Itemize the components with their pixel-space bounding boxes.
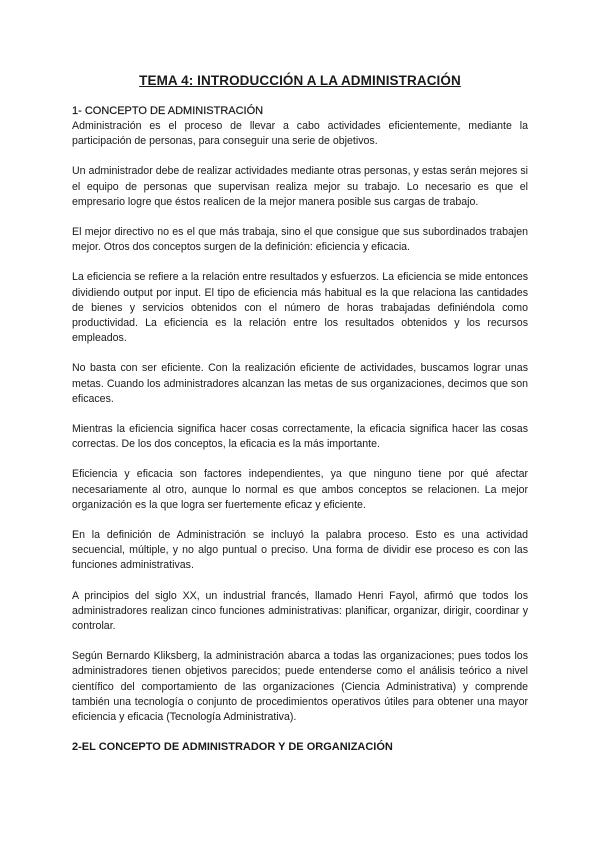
document-page bbox=[72, 72, 528, 755]
paragraph-3: El mejor directivo no es el que más trabaja, sino el que consigue que sus subordinados trabajen mejor. Otros dos conceptos surgen de la definición: eficiencia y eficacia. bbox=[72, 226, 528, 254]
paragraph-1: Administración es el proceso de llevar a cabo actividades eficientemente, mediante la participación de personas, para conseguir una serie de objetivos. bbox=[72, 120, 528, 148]
page-title: TEMA 4: INTRODUCCIÓN A LA ADMINISTRACIÓN bbox=[139, 73, 461, 88]
paragraph-6: Mientras la eficiencia significa hacer cosas correctamente, la eficacia significa hacer las cosas correctas. De los dos conceptos, la eficacia es la más importante. bbox=[72, 423, 528, 451]
paragraph-10: Según Bernardo Kliksberg, la administración abarca a todas las organizaciones; pues todos los administradores tienen objetivos parecidos; puede entenderse como el análisis teórico a nivel científico del comportamiento de las organizaciones (Ciencia Administrativa) y comprende también una tecnología o conjunto de procedimientos operativos útiles para obtener una mayor eficiencia y eficacia (Tecnología Administrativa). bbox=[72, 650, 528, 724]
paragraph-5: No basta con ser eficiente. Con la realización eficiente de actividades, buscamos lograr unas metas. Cuando los administradores alcanzan las metas de sus organizaciones, decimos que son eficaces. bbox=[72, 362, 528, 405]
paragraph-2: Un administrador debe de realizar actividades mediante otras personas, y estas serán mejores si el equipo de personas que supervisan realiza mejor su trabajo. Lo necesario es que el empresario logre que éstos realicen de la mejor manera posible sus cargas de trabajo. bbox=[72, 165, 528, 208]
paragraph-8: En la definición de Administración se incluyó la palabra proceso. Esto es una actividad secuencial, múltiple, y no algo puntual o preciso. Una forma de dividir ese proceso es con las funciones administrativas. bbox=[72, 529, 528, 572]
paragraph-4: La eficiencia se refiere a la relación entre resultados y esfuerzos. La eficiencia se mide entonces dividiendo output por input. El tipo de eficiencia más habitual es la que relaciona las cantidades de bienes y servicios obtenidos con el número de horas trabajadas definiéndola como productividad. La eficiencia es la relación entre los resultados obtenidos y los recursos empleados. bbox=[72, 271, 528, 345]
section-heading-concepto-administracion: 1- CONCEPTO DE ADMINISTRACIÓN bbox=[72, 105, 264, 117]
section-heading-administrador-organizacion: 2-EL CONCEPTO DE ADMINISTRADOR Y DE ORGANIZACIÓN bbox=[72, 741, 393, 754]
paragraph-9: A principios del siglo XX, un industrial francés, llamado Henri Fayol, afirmó que todos los administradores realizan cinco funciones administrativas: planificar, organizar, dirigir, coordinar y controlar. bbox=[72, 589, 528, 633]
paragraph-7: Eficiencia y eficacia son factores independientes, ya que ninguno tiene por qué afectar necesariamente al otro, aunque lo normal es que ambos conceptos se relacionen. La mejor organización es la que logra ser fuertemente eficaz y eficiente. bbox=[72, 468, 528, 511]
